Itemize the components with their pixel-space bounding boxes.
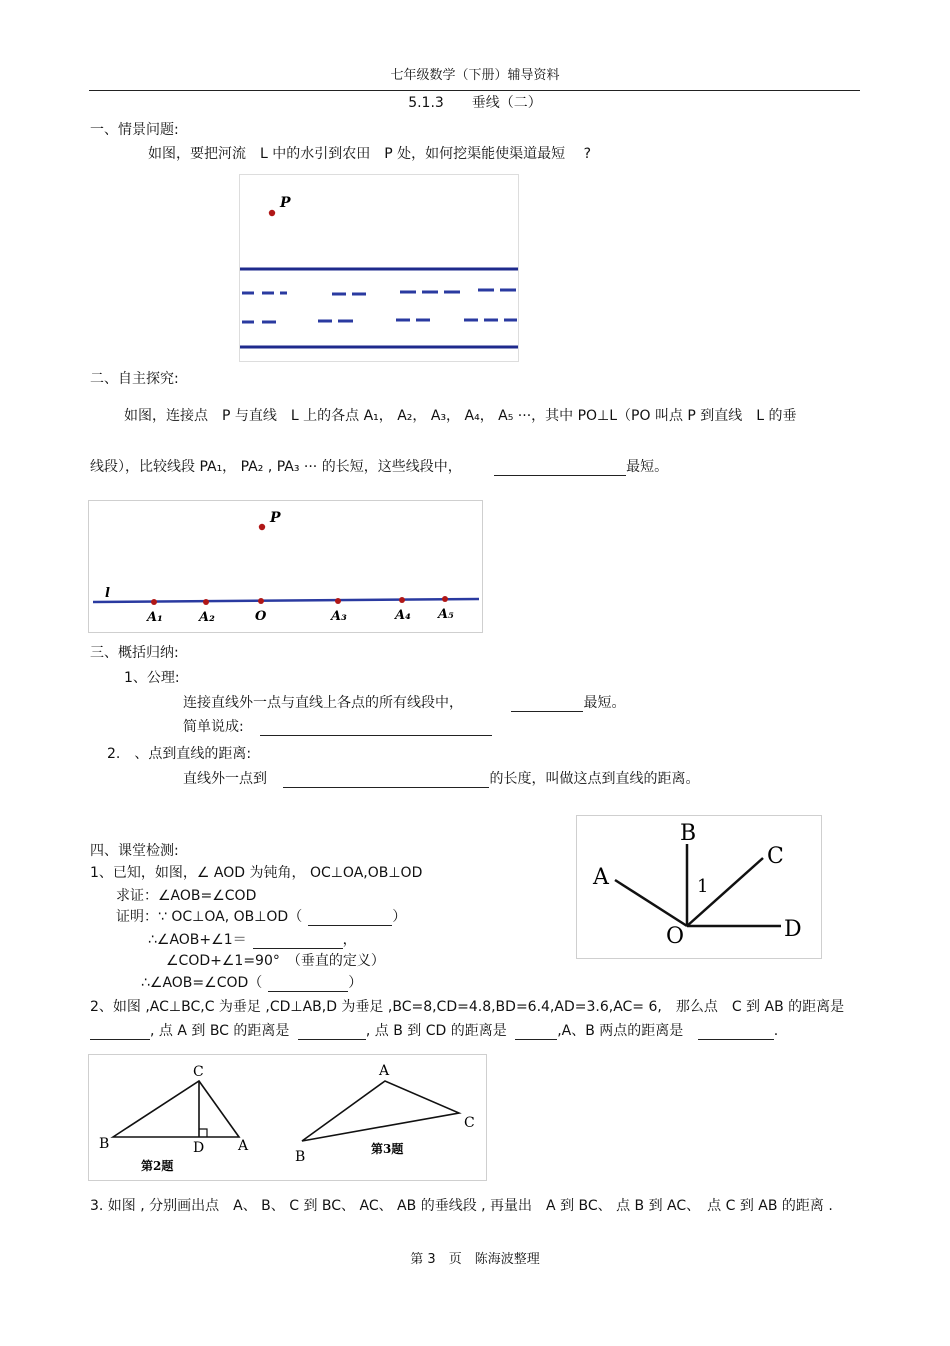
axiom-end: 最短。 [583, 695, 626, 711]
q3-statement: 3. 如图 , 分别画出点 A、 B、 C 到 BC、 AC、 AB 的垂线段 , 再量出 A 到 BC、 点 B 到 AC、 点 C 到 AB 的距离 . [90, 1198, 833, 1214]
simple-statement [183, 718, 492, 736]
q3-fig-b-label: B [295, 1149, 306, 1165]
axiom-statement: 连接直线外一点与直线上各点的所有线段中， [183, 695, 463, 711]
point-a3-dot [335, 598, 341, 604]
q1-proof-line1 [116, 908, 406, 926]
point-a1-dot [151, 599, 157, 605]
q2-text-d: . [773, 1023, 779, 1039]
fig2-point-p-label: P [270, 510, 281, 526]
point-a1-label: A₁ [147, 610, 163, 625]
point-o-dot [258, 598, 264, 604]
fig-a-label: A [593, 865, 609, 890]
ray-oa [615, 880, 687, 926]
fig2-point-p-dot [259, 524, 265, 530]
fig-c-label: C [767, 844, 784, 869]
distance-text: 直线外一点到 [183, 771, 267, 787]
q3-fig-caption: 第3题 [371, 1142, 404, 1156]
q3-fig-a-label: A [379, 1063, 390, 1079]
line-l-label: l [105, 586, 110, 601]
answer-blank-reason1[interactable] [308, 911, 392, 926]
answer-blank-c-to-ab[interactable] [90, 1025, 150, 1040]
section2-line2 [90, 458, 668, 476]
simple-label: 简单说成: [183, 719, 244, 735]
point-a2-dot [203, 599, 209, 605]
q1-prove: 求证：∠AOB=∠COD [116, 888, 257, 904]
answer-blank-axiom[interactable] [511, 697, 583, 712]
q2-text-a: , 点 A 到 BC 的距离是 [150, 1023, 290, 1039]
axiom-heading: 1、公理: [124, 670, 180, 686]
q2-text-b: , 点 B 到 CD 的距离是 [365, 1023, 507, 1039]
answer-blank-distance[interactable] [283, 773, 489, 788]
header-title: 七年级数学（下册）辅导资料 [390, 68, 560, 83]
axiom-text [183, 694, 625, 712]
q1-step1-end: ， [342, 932, 357, 948]
triangles-figure [88, 1054, 487, 1181]
distance-definition [183, 770, 699, 788]
answer-blank-simple[interactable] [260, 721, 492, 736]
section2-line2-end: 最短。 [626, 459, 669, 475]
section1-heading: 一、情景问题: [90, 122, 179, 138]
point-p-label: P [280, 195, 291, 211]
fig-d-label: D [784, 917, 802, 942]
q1-proof-line3: ∠COD+∠1=90° （垂直的定义） [166, 953, 385, 969]
distance-heading: 2. 、点到直线的距离: [107, 746, 252, 762]
angle-figure [576, 815, 822, 959]
q1-step3-end: ） [348, 975, 363, 991]
header-rule [89, 90, 860, 91]
perpendicular-figure [88, 500, 483, 633]
page-footer: 第 3 页 陈海波整理 [410, 1252, 540, 1267]
q2-text-c: ,A、B 两点的距离是 [557, 1023, 684, 1039]
point-a5-dot [442, 596, 448, 602]
point-o-label: O [255, 609, 267, 624]
q2-fig-a-label: A [238, 1138, 249, 1154]
fig-b-label: B [680, 821, 697, 846]
right-angle-mark [199, 1129, 207, 1137]
point-p-dot [269, 210, 275, 216]
triangle-q3 [302, 1081, 459, 1141]
q2-fig-c-label: C [193, 1064, 204, 1080]
answer-blank-a-to-bc[interactable] [298, 1025, 366, 1040]
section4-heading: 四、课堂检测: [90, 843, 179, 859]
q1-step3-text: ∴∠AOB=∠COD（ [141, 975, 263, 991]
fig-angle1-label: 1 [697, 876, 709, 897]
triangle-q2 [113, 1081, 239, 1137]
section3-heading: 三、概括归纳: [90, 645, 179, 661]
point-a4-label: A₄ [395, 608, 411, 623]
q1-proof-line2 [148, 931, 357, 949]
q1-statement: 1、已知，如图，∠ AOD 为钝角， OC⊥OA,OB⊥OD [90, 865, 423, 881]
q2-fig-caption: 第2题 [141, 1159, 174, 1173]
river-figure [239, 174, 519, 362]
lesson-title: 5.1.3 垂线（二） [408, 95, 542, 111]
fig-o-label: O [666, 924, 685, 949]
q2-line2 [90, 1022, 778, 1040]
answer-blank-reason2[interactable] [268, 977, 348, 992]
distance-end: 的长度，叫做这点到直线的距离。 [489, 771, 700, 787]
q1-proof-end: ） [392, 909, 407, 925]
point-a4-dot [399, 597, 405, 603]
answer-blank-b-to-cd[interactable] [515, 1025, 557, 1040]
q2-line1: 2、如图 ,AC⊥BC,C 为垂足 ,CD⊥AB,D 为垂足 ,BC=8,CD=4.8,BD=6.4,AD=3.6,AC= 6, 那么点 C 到 AB 的距离是 [90, 999, 845, 1015]
water-dashes [242, 290, 517, 322]
q2-fig-d-label: D [193, 1140, 205, 1156]
q1-proof-text: 证明：∵ OC⊥OA, OB⊥OD（ [116, 909, 303, 925]
q1-step1-text: ∴∠AOB+∠1＝ [148, 932, 247, 948]
point-a3-label: A₃ [331, 609, 347, 624]
q2-fig-b-label: B [99, 1136, 110, 1152]
q1-proof-line4 [141, 974, 362, 992]
section2-line1: 如图，连接点 P 与直线 L 上的各点 A₁， A₂， A₃， A₄， A₅ ···，其中 PO⊥L（PO 叫点 P 到直线 L 的垂 [124, 408, 797, 424]
section2-line2-text: 线段），比较线段 PA₁， PA₂ , PA₃ ··· 的长短，这些线段中， [90, 459, 462, 475]
q3-fig-c-label: C [464, 1115, 475, 1131]
answer-blank-step1[interactable] [253, 934, 343, 949]
point-a5-label: A₅ [438, 607, 454, 622]
line-l [93, 599, 479, 602]
section2-heading: 二、自主探究: [90, 371, 179, 387]
answer-blank-ab[interactable] [698, 1025, 774, 1040]
section1-text: 如图，要把河流 L 中的水引到农田 P 处，如何挖渠能使渠道最短 ? [148, 146, 592, 162]
point-a2-label: A₂ [199, 610, 215, 625]
answer-blank-shortest[interactable] [494, 461, 626, 476]
